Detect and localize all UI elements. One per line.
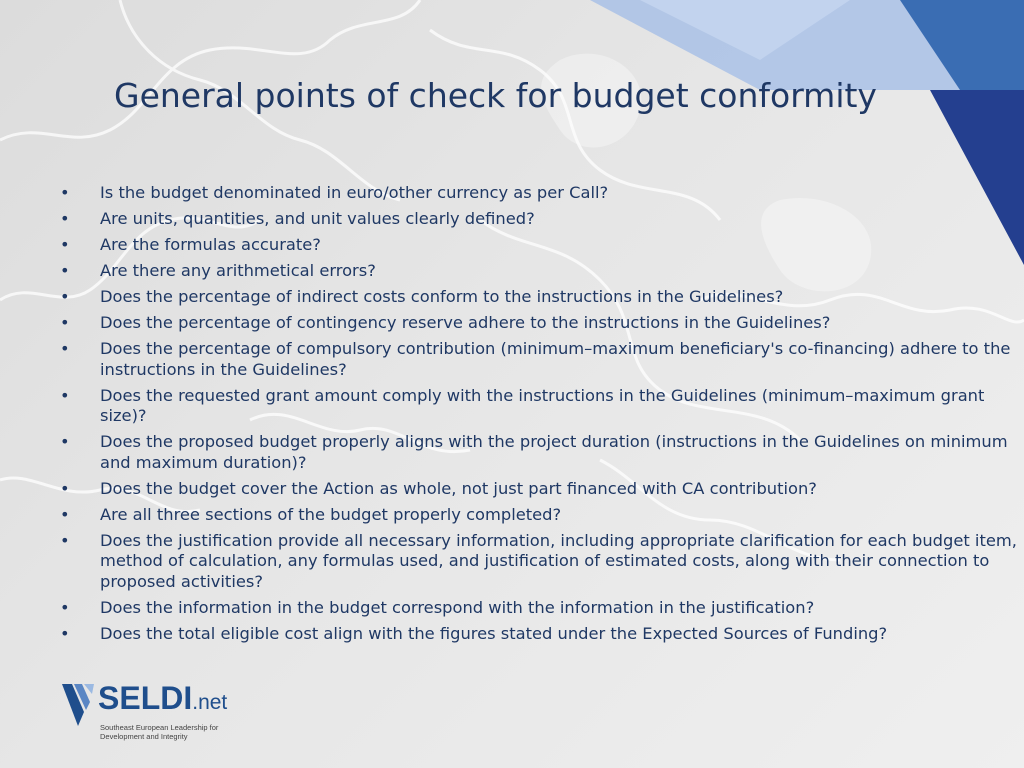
bullet-icon: •	[60, 623, 70, 643]
bullet-icon: •	[60, 235, 70, 254]
logo-suffix: .net	[192, 691, 228, 714]
bullet-icon: •	[60, 183, 70, 202]
bullet-icon: •	[60, 432, 70, 451]
checklist-item	[56, 531, 1020, 593]
checklist	[56, 183, 1020, 650]
bullet-icon: •	[60, 478, 70, 498]
logo-tagline: Southeast European Leadership for Development and Integrity	[100, 723, 219, 741]
checklist-item	[56, 624, 1020, 645]
logo-name	[98, 680, 227, 717]
checklist-item-text: Are the formulas accurate?	[100, 235, 321, 254]
checklist-item	[56, 432, 1020, 473]
checklist-item	[56, 598, 1020, 619]
bullet-icon: •	[60, 530, 70, 550]
checklist-item-text: Are there any arithmetical errors?	[100, 261, 376, 280]
bullet-icon: •	[60, 313, 70, 332]
bullet-icon: •	[60, 597, 70, 617]
checklist-item	[56, 339, 1020, 380]
checklist-item-text: Does the justification provide all necessary information, including appropriate clarification for each budget item, method of calculation, any formulas used, and justification of estimated costs, along with their connection to proposed activities?	[100, 530, 1017, 591]
checklist-item	[56, 287, 1020, 308]
seldi-logo-mark	[60, 682, 96, 728]
seldi-logo	[60, 682, 260, 742]
checklist-item-text: Does the percentage of compulsory contribution (minimum–maximum beneficiary's co-financing) adhere to the instructions in the Guidelines?	[100, 339, 1011, 379]
checklist-item-text: Does the information in the budget correspond with the information in the justification?	[100, 597, 815, 617]
checklist-item-text: Is the budget denominated in euro/other currency as per Call?	[100, 183, 609, 202]
checklist-item	[56, 183, 1020, 204]
checklist-item	[56, 313, 1020, 334]
bullet-icon: •	[60, 385, 70, 405]
checklist-item-text: Does the total eligible cost align with the figures stated under the Expected Sources of Funding?	[100, 623, 888, 643]
checklist-item	[56, 209, 1020, 230]
bullet-icon: •	[60, 209, 70, 228]
bullet-icon: •	[60, 287, 70, 306]
checklist-item-text: Does the percentage of indirect costs conform to the instructions in the Guidelines?	[100, 287, 784, 306]
logo-name-text: SELDI	[98, 680, 193, 716]
bullet-icon: •	[60, 339, 70, 358]
bullet-icon: •	[60, 261, 70, 280]
checklist-item-text: Does the proposed budget properly aligns with the project duration (instructions in the Guidelines on minimum and maximum duration)?	[100, 432, 1008, 472]
bullet-icon: •	[60, 504, 70, 524]
checklist-item-text: Does the requested grant amount comply with the instructions in the Guidelines (minimum–maximum grant size)?	[100, 385, 985, 425]
checklist-item-text: Does the budget cover the Action as whole, not just part financed with CA contribution?	[100, 478, 817, 498]
checklist-item	[56, 386, 1020, 427]
checklist-item-text: Are units, quantities, and unit values clearly defined?	[100, 209, 535, 228]
checklist-item	[56, 261, 1020, 282]
slide-title: General points of check for budget conformity	[114, 76, 877, 115]
checklist-item	[56, 505, 1020, 526]
checklist-item	[56, 235, 1020, 256]
checklist-item-text: Are all three sections of the budget properly completed?	[100, 504, 562, 524]
checklist-item-text: Does the percentage of contingency reserve adhere to the instructions in the Guidelines?	[100, 313, 831, 332]
checklist-item	[56, 479, 1020, 500]
